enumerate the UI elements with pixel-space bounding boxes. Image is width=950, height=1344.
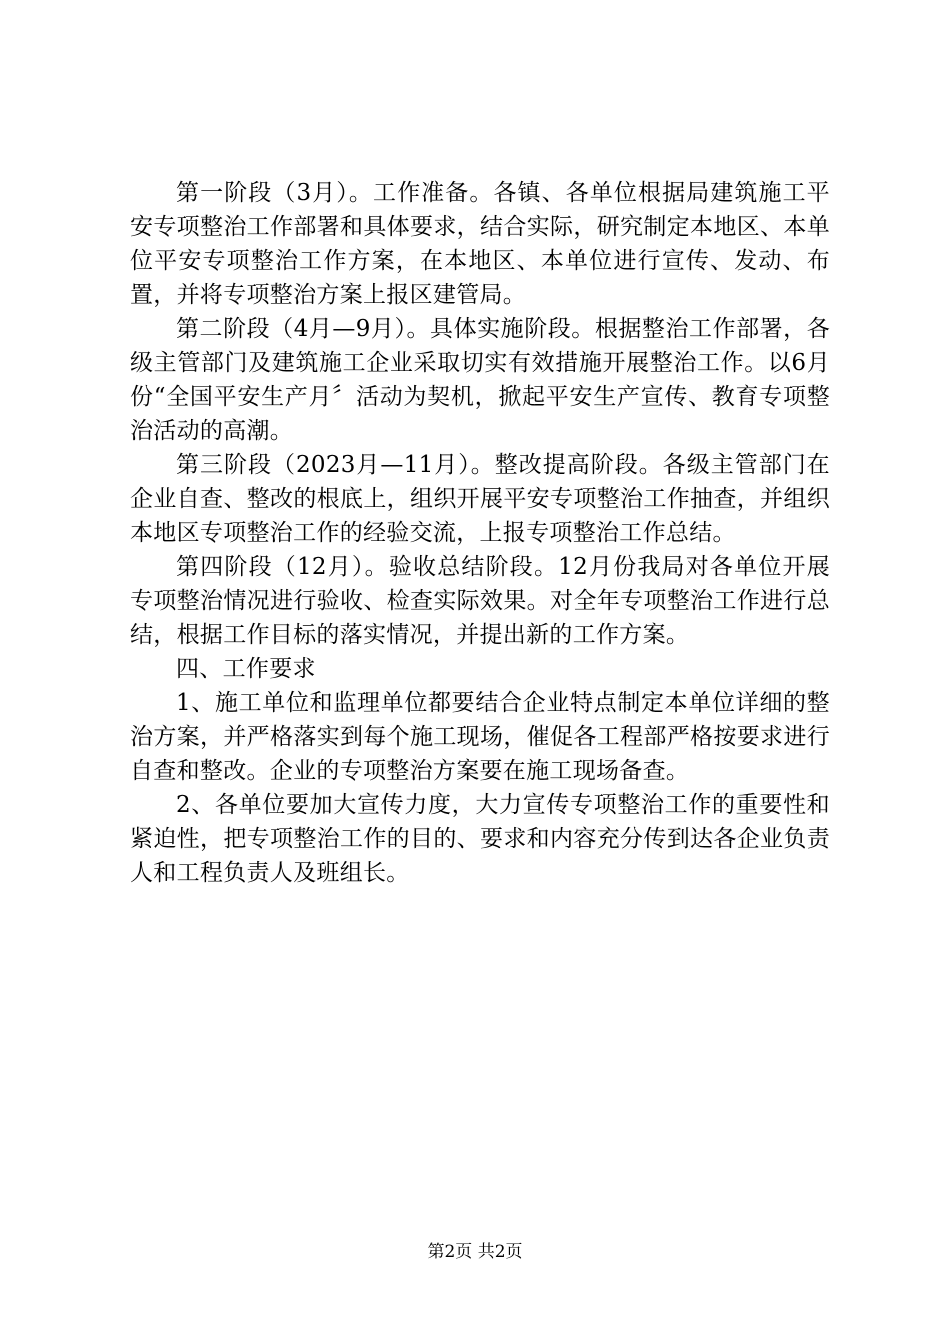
- page-footer: 第2页 共2页: [427, 1242, 523, 1262]
- paragraph-requirement-one: 1、施工单位和监理单位都要结合企业特点制定本单位详细的整治方案，并严格落实到每个施工现场，催促各工程部严格按要求进行自查和整改。企业的专项整治方案要在施工现场备查。: [130, 690, 830, 784]
- paragraph-stage-two: 第二阶段（4月—9月）。具体实施阶段。根据整治工作部署，各级主管部门及建筑施工企业采取切实有效措施开展整治工作。以6月份“全国平安生产月〞活动为契机，掀起平安生产宣传、教育专项整治活动的高潮。: [130, 316, 830, 444]
- paragraph-stage-one: 第一阶段（3月）。工作准备。各镇、各单位根据局建筑施工平安专项整治工作部署和具体要求，结合实际，研究制定本地区、本单位平安专项整治工作方案，在本地区、本单位进行宣传、发动、布置，并将专项整治方案上报区建管局。: [130, 180, 830, 308]
- document-body: [130, 176, 830, 890]
- section-heading-requirements: 四、工作要求: [176, 656, 316, 682]
- paragraph-stage-three: 第三阶段（2023月—11月）。整改提高阶段。各级主管部门在企业自查、整改的根底上，组织开展平安专项整治工作抽查，并组织本地区专项整治工作的经验交流，上报专项整治工作总结。: [130, 452, 830, 546]
- paragraph-requirement-two: 2、各单位要加大宣传力度，大力宣传专项整治工作的重要性和紧迫性，把专项整治工作的目的、要求和内容充分传到达各企业负责人和工程负责人及班组长。: [130, 792, 830, 886]
- paragraph-stage-four: 第四阶段（12月）。验收总结阶段。12月份我局对各单位开展专项整治情况进行验收、检查实际效果。对全年专项整治工作进行总结，根据工作目标的落实情况，并提出新的工作方案。: [130, 554, 830, 648]
